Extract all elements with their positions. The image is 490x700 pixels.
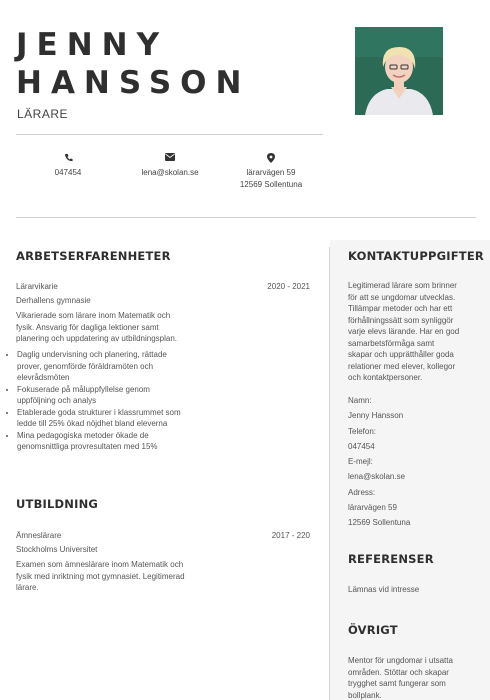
experience-bullet: [17, 349, 308, 384]
other-heading: ÖVRIGT: [348, 623, 398, 637]
name-label: Namn:: [348, 396, 372, 405]
job-title: LÄRARE: [17, 107, 69, 121]
name-last: HANSSON: [16, 65, 251, 101]
experience-bullet: [17, 384, 308, 407]
other-line: Mentor för ungdomar i utsatta: [348, 656, 453, 665]
header-bottom-divider: [16, 217, 476, 218]
experience-desc-line: Vikarierade som lärare inom Matematik och: [16, 311, 171, 320]
intro-line: och kontaktpersoner.: [348, 373, 423, 382]
bullet-line: • Fokuserade på måluppfyllelse genom: [17, 384, 150, 394]
phone-icon: [42, 153, 94, 165]
intro-line: för att se ungdomar utvecklas.: [348, 292, 456, 302]
name-first: JENNY: [16, 27, 169, 63]
header-phone: [42, 153, 94, 179]
address-line1: lärarvägen 59: [348, 503, 397, 513]
bullet-line: ledde till 25% ökad nöjdhet bland eleverna: [17, 419, 168, 428]
experience-desc-line: planering och uppdatering av utbildningsplan.: [16, 334, 178, 343]
bullet-line: elevrådsmöten: [17, 373, 70, 382]
education-desc-line: fysik med inriktning mot gymnasiet. Legitimerad: [16, 571, 185, 581]
other-line: områden. Stöttar och skapar: [348, 667, 449, 677]
phone-value: 047454: [348, 441, 375, 451]
education-desc-line: Examen som ämneslärare inom Matematik och: [16, 560, 184, 569]
experience-role: Lärarvikarie: [16, 282, 58, 291]
experience-heading: ARBETSERFARENHETER: [16, 249, 171, 263]
map-pin-icon: [228, 153, 314, 165]
contact-heading: KONTAKTUPPGIFTER: [348, 249, 484, 263]
bullet-line: • Mina pedagogiska metoder ökade de: [17, 430, 149, 440]
header-email: [132, 153, 208, 179]
education-school: Stockholms Universitet: [16, 545, 98, 554]
education-desc-line: lärare.: [16, 583, 39, 592]
header-email-text: lena@skolan.se: [141, 168, 199, 177]
header-divider: [16, 134, 323, 135]
header-phone-text: 047454: [54, 168, 82, 177]
intro-line: varje elevs lärande. Har en god: [348, 327, 460, 336]
bullet-line: • Etablerade goda strukturer i klassrummet som: [17, 407, 181, 417]
experience-employer: Derhallens gymnasie: [16, 296, 91, 305]
experience-bullet: [17, 430, 308, 453]
experience-dates: 2020 - 2021: [267, 282, 310, 291]
intro-line: förhållningssätt som synliggör: [348, 315, 454, 325]
references-heading: REFERENSER: [348, 552, 434, 566]
name-value: Jenny Hansson: [348, 411, 404, 421]
phone-label: Telefon:: [348, 426, 377, 436]
other-line: bollplank.: [348, 690, 382, 700]
intro-line: samarbetsförmåga samt: [348, 338, 435, 348]
other-line: trygghet samt fungerar som: [348, 679, 446, 688]
sidebar-contact-details: [348, 393, 484, 531]
envelope-icon: [132, 153, 208, 165]
column-divider: [329, 247, 330, 700]
experience-bullet: [17, 407, 308, 430]
experience-desc-line: fysik. Ansvarig för dagliga lektioner samt: [16, 322, 159, 332]
intro-line: relationer med elever, kollegor: [348, 361, 456, 371]
email-label: E-mejl:: [348, 457, 373, 467]
experience-bullets: [8, 349, 308, 453]
intro-line: Legitimerad lärare som brinner: [348, 281, 457, 290]
address-line2: 12569 Sollentuna: [348, 518, 411, 528]
header-address-line1: lärarvägen 59: [246, 168, 296, 177]
profile-photo: [355, 27, 443, 115]
education-degree: Ämneslärare: [16, 531, 62, 540]
bullet-line: prover, genomförde föräldramöten och: [17, 361, 154, 371]
other-text: [348, 655, 484, 700]
bullet-line: genomsnittliga provresultaten med 15%: [17, 442, 158, 451]
education-heading: UTBILDNING: [16, 497, 99, 511]
references-text: Lämnas vid intresse: [348, 585, 420, 594]
bullet-line: • Daglig undervisning och planering, rättade: [17, 350, 167, 359]
bullet-line: uppföljning och analys: [17, 396, 97, 405]
intro-line: Tillämpar metoder och har ett: [348, 304, 453, 313]
header-address-line2: 12569 Sollentuna: [239, 180, 303, 189]
address-label: Adress:: [348, 487, 376, 497]
experience-description: [16, 310, 316, 345]
email-value: lena@skolan.se: [348, 472, 406, 482]
header-address: [228, 153, 314, 191]
education-description: [16, 559, 316, 594]
education-dates: 2017 - 220: [271, 531, 310, 540]
intro-line: skapar och upprätthåller goda: [348, 350, 454, 359]
candidate-name: [16, 26, 250, 102]
sidebar-intro: [348, 280, 484, 384]
